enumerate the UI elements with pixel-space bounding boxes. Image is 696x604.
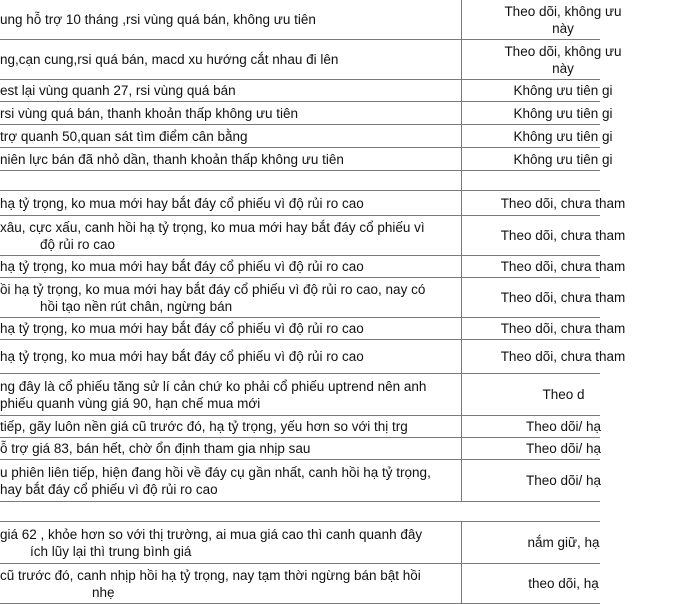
status-line: này: [552, 20, 574, 36]
status-line: Theo dõi, không ưu: [504, 43, 622, 59]
note-line: ồi hạ tỷ trọng, ko mua mới hay bắt đáy cổ phiếu vì độ rủi ro cao, nay có: [0, 281, 426, 297]
status-cell[interactable]: [463, 438, 663, 459]
status-cell[interactable]: [463, 340, 663, 373]
note-cell[interactable]: [0, 340, 462, 373]
status-cell[interactable]: [463, 0, 663, 39]
table-row: [0, 278, 626, 318]
status-cell[interactable]: [463, 125, 663, 147]
status-cell[interactable]: [463, 522, 663, 563]
status-cell[interactable]: [463, 148, 663, 170]
status-line: Theo dõi, chưa tham: [500, 290, 626, 305]
note-line: niên lực bán đã nhỏ dần, thanh khoản thấp không ưu tiên: [0, 151, 344, 167]
note-cell[interactable]: [0, 438, 462, 459]
note-cell[interactable]: [0, 191, 462, 215]
note-cell[interactable]: [0, 256, 462, 277]
note-line: hạ tỷ trọng, ko mua mới hay bắt đáy cổ phiếu vì độ rủi ro cao: [0, 259, 364, 274]
note-cell[interactable]: [0, 102, 462, 124]
status-cell[interactable]: [463, 80, 663, 101]
note-line: rsi vùng quá bán, thanh khoản thấp không ưu tiên: [0, 105, 299, 121]
note-line: độ rủi ro cao: [40, 236, 116, 252]
note-line: hạ tỷ trọng, ko mua mới hay bắt đáy cổ phiếu vì độ rủi ro cao: [0, 195, 364, 211]
note-cell[interactable]: [0, 216, 462, 255]
status-line: này: [552, 60, 574, 76]
status-line: Theo dõi/ hạ: [525, 441, 602, 456]
note-cell[interactable]: [0, 564, 462, 603]
table-row: [0, 318, 626, 340]
status-line: Theo dõi/ hạ: [525, 473, 602, 488]
table-row: [0, 416, 600, 438]
note-line: ỗ trợ giá 83, bán hết, chờ ổn định tham gia nhịp sau: [0, 441, 311, 456]
note-cell[interactable]: [0, 278, 462, 317]
status-line: Theo dõi, chưa tham: [500, 195, 626, 211]
status-line: Không ưu tiên gi: [513, 151, 613, 167]
table-row: [0, 374, 600, 416]
note-line: u phiên liên tiếp, hiện đang hồi về đáy cụ gần nhất, canh hồi hạ tỷ trọng,: [0, 464, 431, 480]
status-cell[interactable]: [463, 416, 663, 437]
table-row: [0, 40, 622, 80]
status-line: theo dõi, hạ: [528, 576, 599, 591]
note-line: trợ quanh 50,quan sát tìm điểm cân bằng: [0, 128, 248, 144]
status-line: Theo dõi, chưa tham: [500, 259, 626, 274]
table-row: [0, 102, 613, 125]
table-row: [0, 340, 626, 374]
status-line: Theo dõi, không ưu: [504, 3, 622, 19]
status-cell[interactable]: [463, 564, 663, 603]
note-line: ng,cạn cung,rsi quá bán, macd xu hướng cắt nhau đi lên: [0, 52, 339, 67]
status-line: Theo d: [542, 387, 585, 402]
note-line: nhẹ: [92, 584, 115, 600]
note-line: giá 62 , khỏe hơn so với thị trường, ai mua giá cao thì canh quanh đây: [0, 526, 423, 542]
note-line: ng đây là cổ phiếu tăng sử lí cản chứ ko phải cổ phiếu uptrend nên anh: [0, 378, 427, 394]
status-line: Không ưu tiên gi: [513, 83, 613, 98]
note-line: est lại vùng quanh 27, rsi vùng quá bán: [0, 83, 236, 98]
status-cell[interactable]: [463, 278, 663, 317]
status-cell[interactable]: [463, 191, 663, 215]
status-cell[interactable]: [463, 374, 663, 415]
note-cell[interactable]: [0, 374, 462, 415]
note-line: ung hỗ trợ 10 tháng ,rsi vùng quá bán, không ưu tiên: [0, 12, 316, 27]
table-row: [0, 564, 600, 604]
status-cell[interactable]: [463, 40, 663, 79]
note-line: hạ tỷ trọng, ko mua mới hay bắt đáy cổ phiếu vì độ rủi ro cao: [0, 321, 364, 336]
status-line: Không ưu tiên gi: [513, 128, 613, 144]
note-cell[interactable]: [0, 0, 462, 39]
table-row: [0, 216, 626, 256]
note-cell[interactable]: [0, 125, 462, 147]
note-line: hạ tỷ trọng, ko mua mới hay bắt đáy cổ phiếu vì độ rủi ro cao: [0, 349, 364, 364]
note-cell[interactable]: [0, 522, 462, 563]
table-row: [0, 438, 600, 460]
table-row-empty: [0, 502, 600, 522]
note-line: hồi tạo nền rút chân, ngừng bán: [40, 298, 233, 314]
note-cell[interactable]: [0, 171, 462, 190]
note-cell[interactable]: [0, 318, 462, 339]
status-cell[interactable]: [463, 256, 663, 277]
table-row: [0, 522, 600, 564]
note-line: tiếp, gãy luôn nền giá cũ trước đó, hạ tỷ trọng, yếu hơn so với thị trg: [0, 419, 408, 434]
note-line: xâu, cực xấu, canh hồi hạ tỷ trọng, ko mua mới hay bắt đáy cổ phiếu vì: [0, 219, 425, 235]
table-row: [0, 148, 613, 171]
table-row: [0, 125, 613, 148]
table-row: [0, 80, 613, 102]
note-line: ích lũy lại thì trung bình giá: [30, 543, 192, 559]
note-line: phiếu quanh vùng giá 90, hạn chế mua mới: [0, 395, 261, 411]
status-line: Không ưu tiên gi: [513, 105, 613, 121]
status-line: Theo dõi, chưa tham: [500, 228, 626, 243]
table-row-empty: [0, 171, 600, 191]
status-cell[interactable]: [463, 102, 663, 124]
status-line: Theo dõi/ hạ: [525, 419, 602, 434]
table-row: [0, 191, 626, 216]
status-cell[interactable]: [463, 171, 663, 190]
note-cell[interactable]: [0, 416, 462, 437]
table-row: [0, 0, 622, 40]
note-cell[interactable]: [0, 148, 462, 170]
status-cell[interactable]: [463, 460, 663, 501]
status-line: nắm giữ, hạ: [527, 535, 600, 550]
table-row: [0, 256, 626, 278]
note-cell[interactable]: [0, 40, 462, 79]
status-cell[interactable]: [463, 318, 663, 339]
status-line: Theo dõi, chưa tham: [500, 321, 626, 336]
status-line: Theo dõi, chưa tham: [500, 349, 626, 364]
note-cell[interactable]: [0, 460, 462, 501]
table-row: [0, 460, 600, 502]
note-line: cũ trước đó, canh nhịp hồi hạ tỷ trọng, nay tạm thời ngừng bán bật hồi: [0, 567, 421, 583]
note-line: hay bắt đáy cổ phiếu vì độ rủi ro cao: [0, 481, 218, 497]
note-cell[interactable]: [0, 80, 462, 101]
status-cell[interactable]: [463, 216, 663, 255]
